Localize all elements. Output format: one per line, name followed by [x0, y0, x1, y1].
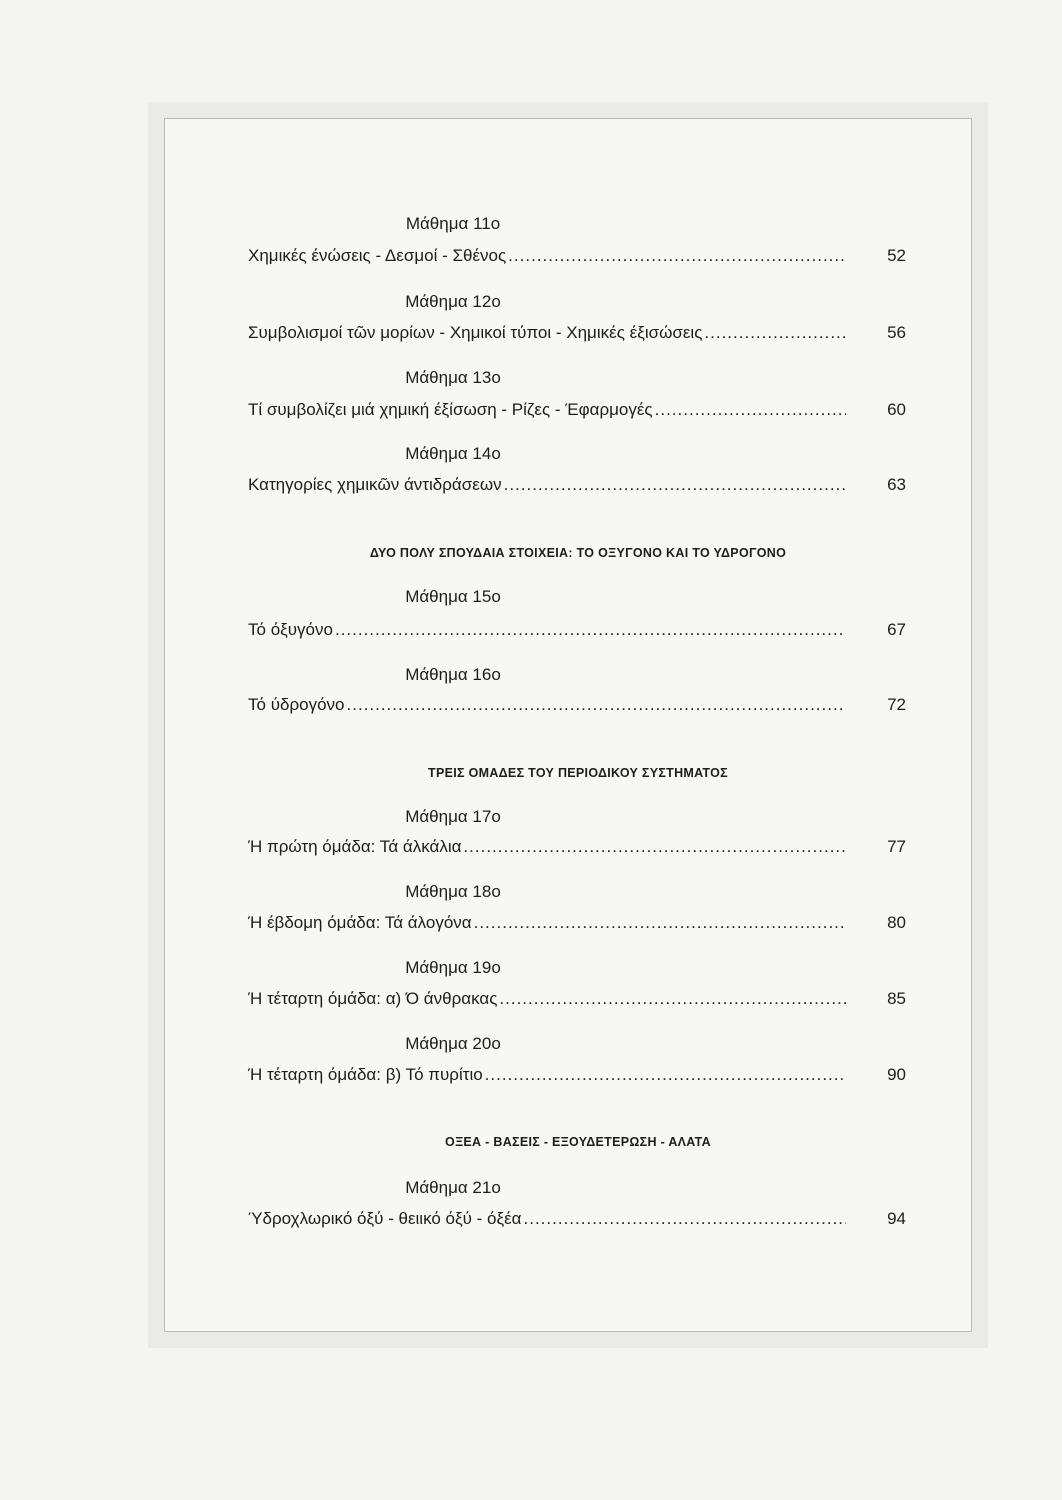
toc-entry	[248, 245, 848, 267]
toc-entry	[248, 474, 848, 496]
toc-page-number: 80	[887, 913, 906, 932]
leader-dots	[655, 399, 846, 421]
toc-entry-title: Τό όξυγόνο	[248, 620, 333, 639]
toc-entry-title: Ύδροχλωρικό όξύ - θειικό όξύ - όξέα	[248, 1209, 522, 1228]
toc-page-number: 90	[887, 1065, 906, 1084]
leader-dots	[504, 474, 846, 496]
leader-dots	[704, 322, 846, 344]
lesson-heading: Μάθημα 15ο	[405, 587, 501, 606]
toc-entry-title: Χημικές ένώσεις - Δεσμοί - Σθένος	[248, 246, 507, 265]
lesson-heading: Μάθημα 19ο	[405, 958, 501, 977]
toc-entry	[248, 988, 848, 1010]
leader-dots	[463, 836, 846, 858]
toc-entry-title: Ή τέταρτη όμάδα: β) Τό πυρίτιο	[248, 1065, 483, 1084]
section-heading: ΤΡΕΙΣ ΟΜΑΔΕΣ ΤΟΥ ΠΕΡΙΟΔΙΚΟΥ ΣΥΣΤΗΜΑΤΟΣ	[428, 766, 728, 780]
toc-entry	[248, 322, 848, 344]
lesson-heading: Μάθημα 21ο	[405, 1178, 501, 1197]
section-heading: ΔΥΟ ΠΟΛΥ ΣΠΟΥΔΑΙΑ ΣΤΟΙΧΕΙΑ: ΤΟ ΟΞΥΓΟΝΟ ΚΑΙ ΤΟ ΥΔΡΟΓΟΝΟ	[369, 546, 787, 560]
toc-entry	[248, 619, 848, 641]
toc-entry-title: Συμβολισμοί τῶν μορίων - Χημικοί τύποι - Χημικές έξισώσεις	[248, 323, 703, 342]
toc-entry	[248, 912, 848, 934]
toc-entry-title: Τό ύδρογόνο	[248, 695, 345, 714]
toc-entry	[248, 1064, 848, 1086]
toc-entry	[248, 836, 848, 858]
leader-dots	[347, 694, 847, 716]
toc-entry	[248, 399, 848, 421]
toc-page-number: 63	[887, 475, 906, 494]
toc-page-number: 52	[887, 246, 906, 265]
toc-page-number: 85	[887, 989, 906, 1008]
lesson-heading: Μάθημα 14ο	[405, 444, 501, 463]
toc-page-number: 67	[887, 620, 906, 639]
toc-entry-title: Ή πρώτη όμάδα: Τά άλκάλια	[248, 837, 462, 856]
lesson-heading: Μάθημα 13ο	[405, 368, 501, 387]
leader-dots	[499, 988, 846, 1010]
section-heading: ΟΞΕΑ - ΒΑΣΕΙΣ - ΕΞΟΥΔΕΤΕΡΩΣΗ - ΑΛΑΤΑ	[445, 1135, 711, 1149]
toc-page-number: 72	[887, 695, 906, 714]
toc-page-number: 60	[887, 400, 906, 419]
toc-entry-title: Τί συμβολίζει μιά χημική έξίσωση - Ρίζες - Έφαρμογές	[248, 400, 653, 419]
leader-dots	[524, 1208, 846, 1230]
toc-entry-title: Κατηγορίες χημικῶν άντιδράσεων	[248, 475, 502, 494]
toc-page-number: 94	[887, 1209, 906, 1228]
page-frame	[148, 102, 988, 1348]
lesson-heading: Μάθημα 16ο	[405, 665, 501, 684]
toc-entry	[248, 1208, 848, 1230]
lesson-heading: Μάθημα 11ο	[405, 214, 501, 233]
lesson-heading: Μάθημα 17ο	[405, 807, 501, 826]
toc-page-number: 77	[887, 837, 906, 856]
leader-dots	[474, 912, 846, 934]
lesson-heading: Μάθημα 18ο	[405, 882, 501, 901]
toc-entry-title: Ή τέταρτη όμάδα: α) Ό άνθρακας	[248, 989, 498, 1008]
lesson-heading: Μάθημα 12ο	[405, 292, 501, 311]
toc-entry-title: Ή έβδομη όμάδα: Τά άλογόνα	[248, 913, 472, 932]
toc-page-number: 56	[887, 323, 906, 342]
toc-entry	[248, 694, 848, 716]
leader-dots	[335, 619, 846, 641]
lesson-heading: Μάθημα 20ο	[405, 1034, 501, 1053]
leader-dots	[485, 1064, 846, 1086]
leader-dots	[508, 245, 846, 267]
